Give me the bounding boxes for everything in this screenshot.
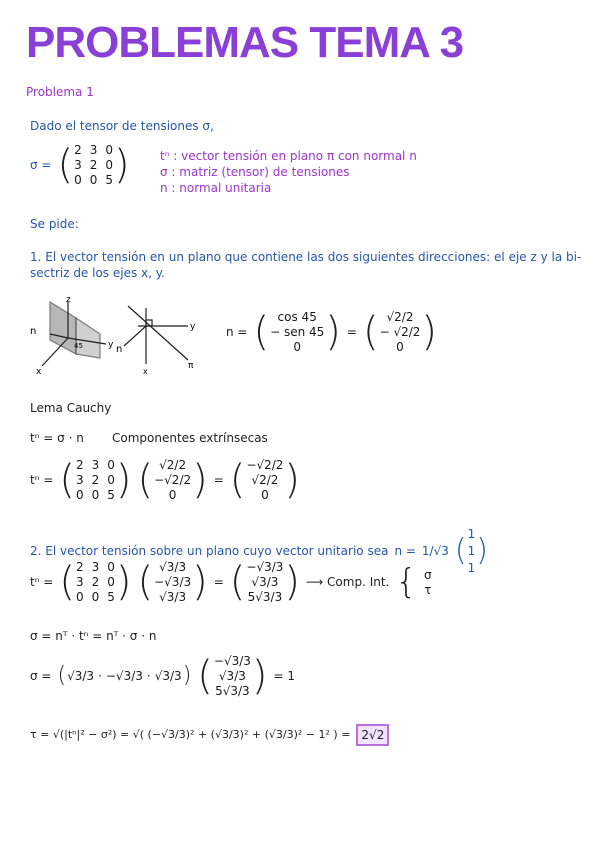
t2-label: tⁿ = — [30, 575, 54, 589]
arrow-label: ⟶ Comp. Int. — [306, 575, 390, 589]
vector-cell: −√3/3 — [154, 575, 192, 589]
intro-text: Dado el tensor de tensiones σ, — [30, 119, 214, 133]
vector-cell: −√2/2 — [246, 458, 284, 472]
matrix-cell: 2 — [75, 560, 84, 574]
vector-cell: √3/3 — [159, 590, 187, 604]
matrix-cell: 0 — [74, 173, 82, 187]
axes-diagram — [28, 296, 228, 376]
vector-cell: cos 45 — [277, 310, 317, 324]
matrix-cell: 3 — [89, 143, 98, 157]
y-axis-label-2: y — [190, 322, 196, 332]
matrix-cell: 0 — [89, 173, 98, 187]
vector-cell: 1 — [467, 527, 476, 541]
sigma-label: σ = — [30, 158, 52, 172]
row-vector-cell: · — [98, 669, 102, 683]
tau-formula: τ = √(|tⁿ|² − σ²) = √( (−√3/3)² + (√3/3)² + (√3/3)² − 1² ) = — [30, 728, 351, 741]
question-2: 2. El vector tensión sobre un plano cuyo vector unitario sea n = 1/√3 ( 1 1 1 ) — [30, 527, 488, 575]
n1-equation: n = ( cos 45 − sen 45 0 ) = ( √2/2 − √2/2 0 ) — [226, 309, 438, 355]
vector-cell: 5√3/3 — [247, 590, 283, 604]
matrix-cell: 3 — [75, 575, 84, 589]
matrix-cell: 2 — [91, 473, 100, 487]
angle-label: 45 — [74, 342, 83, 350]
vector-cell: √2/2 — [386, 310, 414, 324]
vector-cell: 5√3/3 — [215, 684, 250, 698]
vector-cell: √3/3 — [159, 560, 187, 574]
q2-fraction: 1/√3 — [421, 544, 449, 558]
vector-cell: √3/3 — [218, 669, 246, 683]
matrix-cell: 5 — [105, 173, 114, 187]
tau-equation — [30, 724, 389, 746]
matrix-cell: 0 — [75, 590, 84, 604]
sigma-equation: σ = nᵀ · tⁿ = nᵀ · σ · n — [30, 629, 157, 643]
matrix-cell: 0 — [91, 488, 100, 502]
vector-cell: −√2/2 — [154, 473, 192, 487]
vector-cell: √3/3 — [251, 575, 279, 589]
component-item: σ — [424, 567, 432, 582]
question-1-line2: sectriz de los ejes x, y. — [30, 266, 165, 280]
vector-cell: 1 — [467, 561, 476, 575]
legend-item: σ : matriz (tensor) de tensiones — [160, 165, 350, 179]
se-pide: Se pide: — [30, 217, 79, 231]
matrix-cell: 0 — [107, 473, 115, 487]
vector-cell: √2/2 — [159, 458, 187, 472]
vector-cell: −√3/3 — [246, 560, 284, 574]
matrix-cell: 2 — [89, 158, 98, 172]
legend — [160, 148, 417, 196]
row-vector-cell: · — [146, 669, 151, 683]
matrix-cell: 0 — [105, 143, 114, 157]
matrix-cell: 0 — [75, 488, 84, 502]
normal-label: n — [30, 326, 37, 337]
row-vector-cell: √3/3 — [154, 669, 182, 683]
matrix-cell: 3 — [91, 458, 100, 472]
legend-item: tⁿ : vector tensión en plano π con normal n — [160, 149, 417, 163]
row-vector-cell: √3/3 — [67, 669, 95, 683]
matrix-cell: 3 — [75, 473, 84, 487]
matrix-cell: 0 — [105, 158, 114, 172]
matrix-cell: 5 — [107, 590, 115, 604]
cauchy-heading: Lema Cauchy — [30, 401, 112, 415]
normal-label-2: n — [116, 344, 123, 355]
question-1 — [30, 249, 590, 281]
x-axis-label-2: x — [143, 367, 148, 376]
matrix-cell: 0 — [107, 458, 115, 472]
matrix-cell: 2 — [74, 143, 82, 157]
question-1-line1: 1. El vector tensión en un plano que contiene las dos siguientes direcciones: el eje z y la bi- — [30, 250, 582, 264]
x-axis-label: x — [36, 367, 42, 376]
row-vector-cell: −√3/3 — [105, 669, 143, 683]
t2-equation: tⁿ = ( 2 3 0 3 2 0 0 0 5 ) ( √3/3 −√3/3 √3/3 ) = ( −√3/3 √3/3 5√3/3 ) ⟶ Comp. Int. { σ τ — [30, 559, 432, 605]
sigma-calc: σ = ( √3/3 · −√3/3 · √3/3 ) ( −√3/3 √3/3 5√3/3 ) = 1 — [30, 653, 296, 699]
vector-cell: −√3/3 — [213, 654, 251, 668]
t1-equation: tⁿ = ( 2 3 0 3 2 0 0 0 5 ) ( √2/2 −√2/2 0 ) = ( −√2/2 √2/2 0 ) — [30, 457, 301, 503]
matrix-cell: 2 — [91, 575, 100, 589]
vector-cell: 0 — [293, 340, 302, 354]
matrix-cell: 0 — [91, 590, 100, 604]
y-axis-label: y — [108, 340, 114, 350]
vector-cell: 1 — [467, 544, 476, 558]
sigma-result: = 1 — [273, 669, 296, 683]
legend-item: n : normal unitaria — [160, 181, 272, 195]
components-label: Componentes extrínsecas — [112, 431, 268, 445]
sigma-matrix: ( 2 3 0 3 2 0 0 0 5 ) — [57, 142, 130, 188]
matrix-cell: 0 — [107, 560, 115, 574]
vector-cell: − √2/2 — [379, 325, 421, 339]
matrix-cell: 5 — [107, 488, 115, 502]
matrix-cell: 3 — [74, 158, 82, 172]
matrix-cell: 3 — [91, 560, 100, 574]
vector-cell: − sen 45 — [270, 325, 325, 339]
matrix-cell: 0 — [107, 575, 115, 589]
vector-cell: 0 — [261, 488, 269, 502]
z-axis-label: z — [66, 296, 71, 305]
vector-cell: 0 — [396, 340, 404, 354]
cauchy-equation: tⁿ = σ · n — [30, 431, 84, 445]
plane-label: π — [188, 361, 194, 371]
sigma-matrix-block — [30, 143, 130, 187]
vector-cell: 0 — [168, 488, 177, 502]
tau-result: 2√2 — [356, 724, 389, 746]
n1-label: n = — [226, 325, 248, 339]
problem-heading: Problema 1 — [26, 85, 94, 99]
component-item: τ — [424, 582, 432, 597]
matrix-cell: 2 — [75, 458, 84, 472]
t1-label: tⁿ = — [30, 473, 54, 487]
question-2-text: 2. El vector tensión sobre un plano cuyo vector unitario sea — [30, 544, 389, 558]
page-title: PROBLEMAS TEMA 3 — [26, 18, 464, 67]
vector-cell: √2/2 — [251, 473, 279, 487]
q2-n-label: n = — [394, 544, 416, 558]
